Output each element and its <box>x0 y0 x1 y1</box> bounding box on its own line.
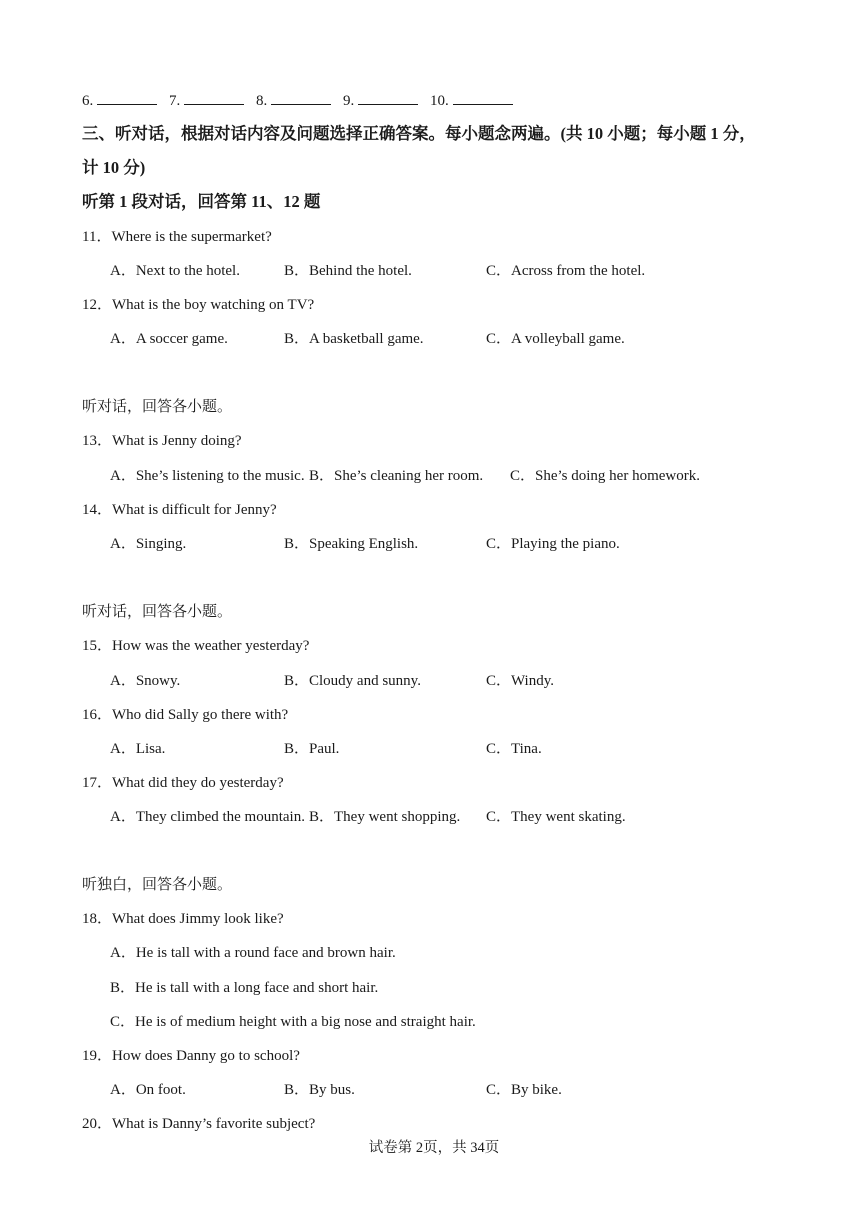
q12-option-a[interactable]: A．A soccer game. <box>110 331 228 347</box>
blank-label-6: 6. <box>82 93 94 109</box>
q15-option-b[interactable]: B．Cloudy and sunny. <box>284 673 421 689</box>
q13-option-b[interactable]: B．She’s cleaning her room. <box>309 468 484 484</box>
q14-option-a[interactable]: A．Singing. <box>110 536 187 552</box>
q17-option-c[interactable]: C．They went skating. <box>486 809 626 825</box>
question-12: 12．What is the boy watching on TV? <box>82 297 315 313</box>
q18-option-a[interactable]: A．He is tall with a round face and brown hair. <box>110 945 396 961</box>
answer-blank-7[interactable] <box>184 90 244 105</box>
answer-blank-10[interactable] <box>453 90 513 105</box>
blank-label-9: 9. <box>343 93 355 109</box>
q19-option-a[interactable]: A．On foot. <box>110 1082 186 1098</box>
q11-option-a[interactable]: A．Next to the hotel. <box>110 263 240 279</box>
q17-option-a[interactable]: A．They climbed the mountain. <box>110 809 305 825</box>
q12-option-c[interactable]: C．A volleyball game. <box>486 331 625 347</box>
question-20: 20．What is Danny’s favorite subject? <box>82 1116 316 1132</box>
q19-option-c[interactable]: C．By bike. <box>486 1082 562 1098</box>
question-11: 11．Where is the supermarket? <box>82 229 272 245</box>
q16-option-a[interactable]: A．Lisa. <box>110 741 166 757</box>
blank-label-10: 10. <box>430 93 449 109</box>
blank-label-8: 8. <box>256 93 268 109</box>
question-16: 16．Who did Sally go there with? <box>82 707 289 723</box>
blank-label-7: 7. <box>169 93 181 109</box>
question-13: 13．What is Jenny doing? <box>82 433 242 449</box>
answer-blank-9[interactable] <box>358 90 418 105</box>
question-14: 14．What is difficult for Jenny? <box>82 502 277 518</box>
q11-option-c[interactable]: C．Across from the hotel. <box>486 263 646 279</box>
page-footer: 试卷第 2页，共 34页 <box>368 1140 500 1156</box>
q15-option-c[interactable]: C．Windy. <box>486 673 555 689</box>
question-17: 17．What did they do yesterday? <box>82 775 284 791</box>
blanks-row <box>82 90 521 111</box>
section3-heading-line2: 计 10 分) <box>82 158 146 177</box>
q16-option-c[interactable]: C．Tina. <box>486 741 542 757</box>
q14-option-b[interactable]: B．Speaking English. <box>284 536 419 552</box>
q13-option-a[interactable]: A．She’s listening to the music. <box>110 468 305 484</box>
q18-option-c[interactable]: C．He is of medium height with a big nose and straight hair. <box>110 1014 476 1030</box>
answer-blank-8[interactable] <box>271 90 331 105</box>
q11-option-b[interactable]: B．Behind the hotel. <box>284 263 412 279</box>
q19-option-b[interactable]: B．By bus. <box>284 1082 355 1098</box>
q18-option-b[interactable]: B．He is tall with a long face and short hair. <box>110 980 379 996</box>
q17-option-b[interactable]: B．They went shopping. <box>309 809 461 825</box>
q13-option-c[interactable]: C．She’s doing her homework. <box>510 468 700 484</box>
q14-option-c[interactable]: C．Playing the piano. <box>486 536 620 552</box>
q16-option-b[interactable]: B．Paul. <box>284 741 340 757</box>
question-18: 18．What does Jimmy look like? <box>82 911 284 927</box>
dialog-heading-1: 听对话，回答各小题。 <box>82 399 233 415</box>
section3-heading-line1: 三、听对话，根据对话内容及问题选择正确答案。每小题念两遍。(共 10 小题；每小题 1 分， <box>82 124 756 143</box>
question-15: 15．How was the weather yesterday? <box>82 638 310 654</box>
q15-option-a[interactable]: A．Snowy. <box>110 673 181 689</box>
dialog-heading-2: 听对话，回答各小题。 <box>82 604 233 620</box>
answer-blank-6[interactable] <box>97 90 157 105</box>
question-19: 19．How does Danny go to school? <box>82 1048 300 1064</box>
monologue-heading: 听独白，回答各小题。 <box>82 877 233 893</box>
dialog1-heading: 听第 1 段对话，回答第 11、12 题 <box>82 192 321 211</box>
q12-option-b[interactable]: B．A basketball game. <box>284 331 424 347</box>
